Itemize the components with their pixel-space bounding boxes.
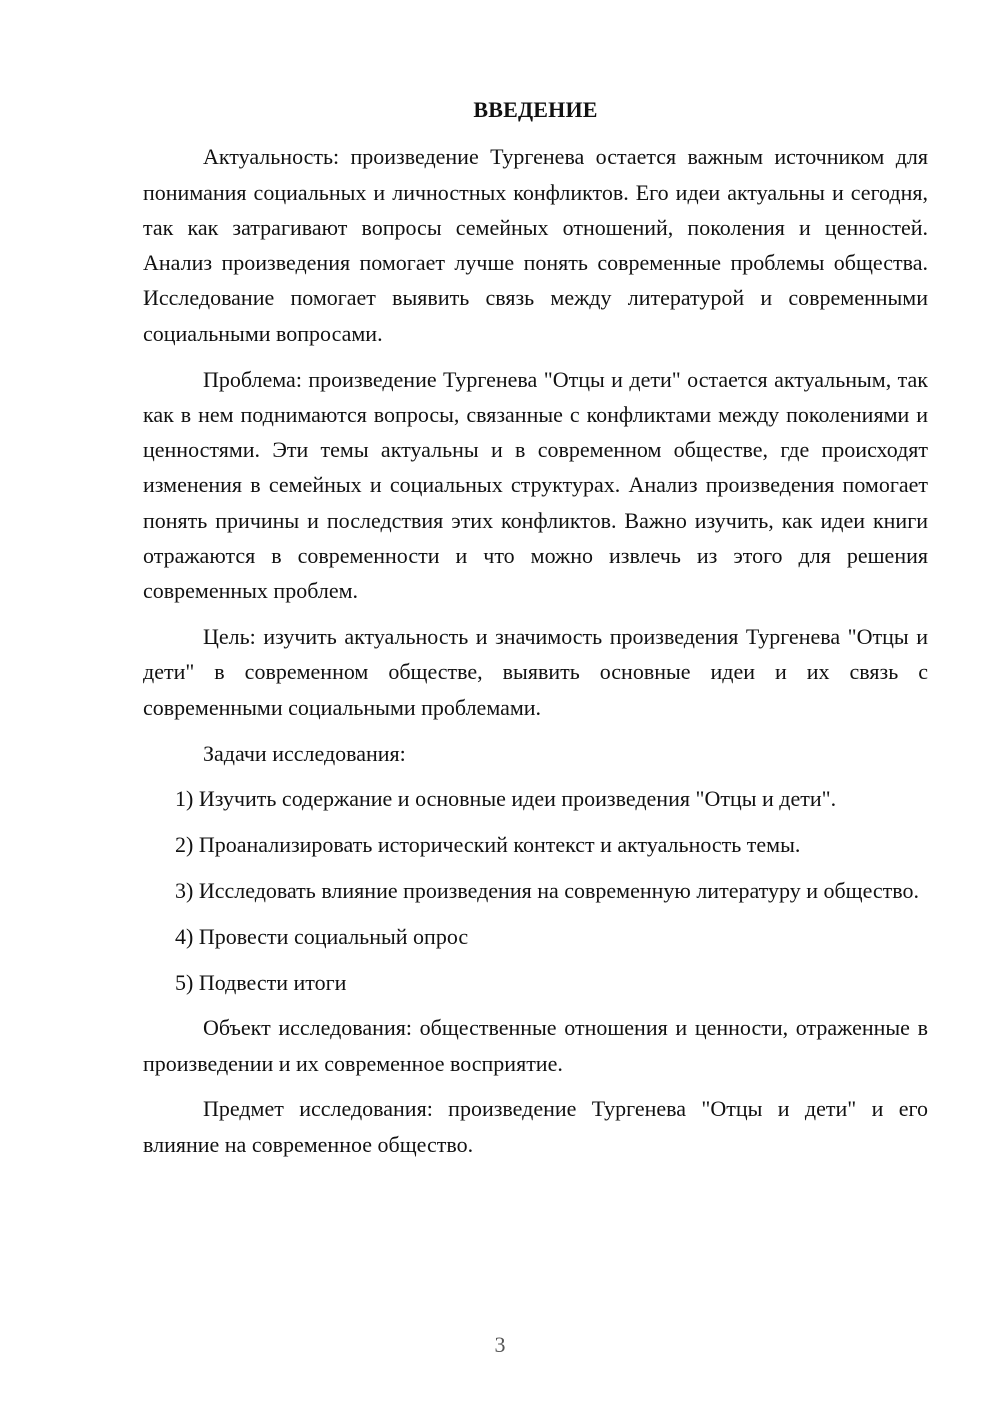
page-number: 3 xyxy=(494,1332,506,1357)
task-item-2: 2) Проанализировать исторический контекст и актуальность темы. xyxy=(175,832,801,858)
page-title: ВВЕДЕНИЕ xyxy=(473,97,598,122)
relevance-paragraph: Актуальность: произведение Тургенева остается важным источником для понимания социальных и личностных конфликтов. Его идеи актуальны и сегодня, так как затрагивают вопросы семейных отношений, поколения и ценностей. Анализ произведения помогает лучше понять современные проблемы общества. Исследование помогает выявить связь между литературой и современными социальными вопросами. xyxy=(143,144,928,346)
tasks-intro: Задачи исследования: xyxy=(203,740,406,766)
goal-paragraph: Цель: изучить актуальность и значимость произведения Тургенева "Отцы и дети" в современном обществе, выявить основные идеи и их связь с современными социальными проблемами. xyxy=(143,624,928,720)
task-item-5: 5) Подвести итоги xyxy=(175,969,347,995)
task-item-3: 3) Исследовать влияние произведения на современную литературу и общество. xyxy=(175,877,920,903)
page-body xyxy=(143,92,928,1173)
problem-paragraph: Проблема: произведение Тургенева "Отцы и дети" остается актуальным, так как в нем поднимаются вопросы, связанные с конфликтами между поколениями и ценностями. Эти темы актуальны и в современном обществе, где происходят изменения в семейных и социальных структурах. Анализ произведения помогает понять причины и последствия этих конфликтов. Важно изучить, как идеи книги отражаются в современности и что можно извлечь из этого для решения современных проблем. xyxy=(143,366,928,604)
task-item-4: 4) Провести социальный опрос xyxy=(175,923,469,949)
subject-paragraph: Предмет исследования: произведение Тургенева "Отцы и дети" и его влияние на современное общество. xyxy=(143,1096,928,1157)
task-item-1: 1) Изучить содержание и основные идеи произведения "Отцы и дети". xyxy=(175,786,837,812)
object-paragraph: Объект исследования: общественные отношения и ценности, отраженные в произведении и их современное восприятие. xyxy=(143,1015,928,1076)
